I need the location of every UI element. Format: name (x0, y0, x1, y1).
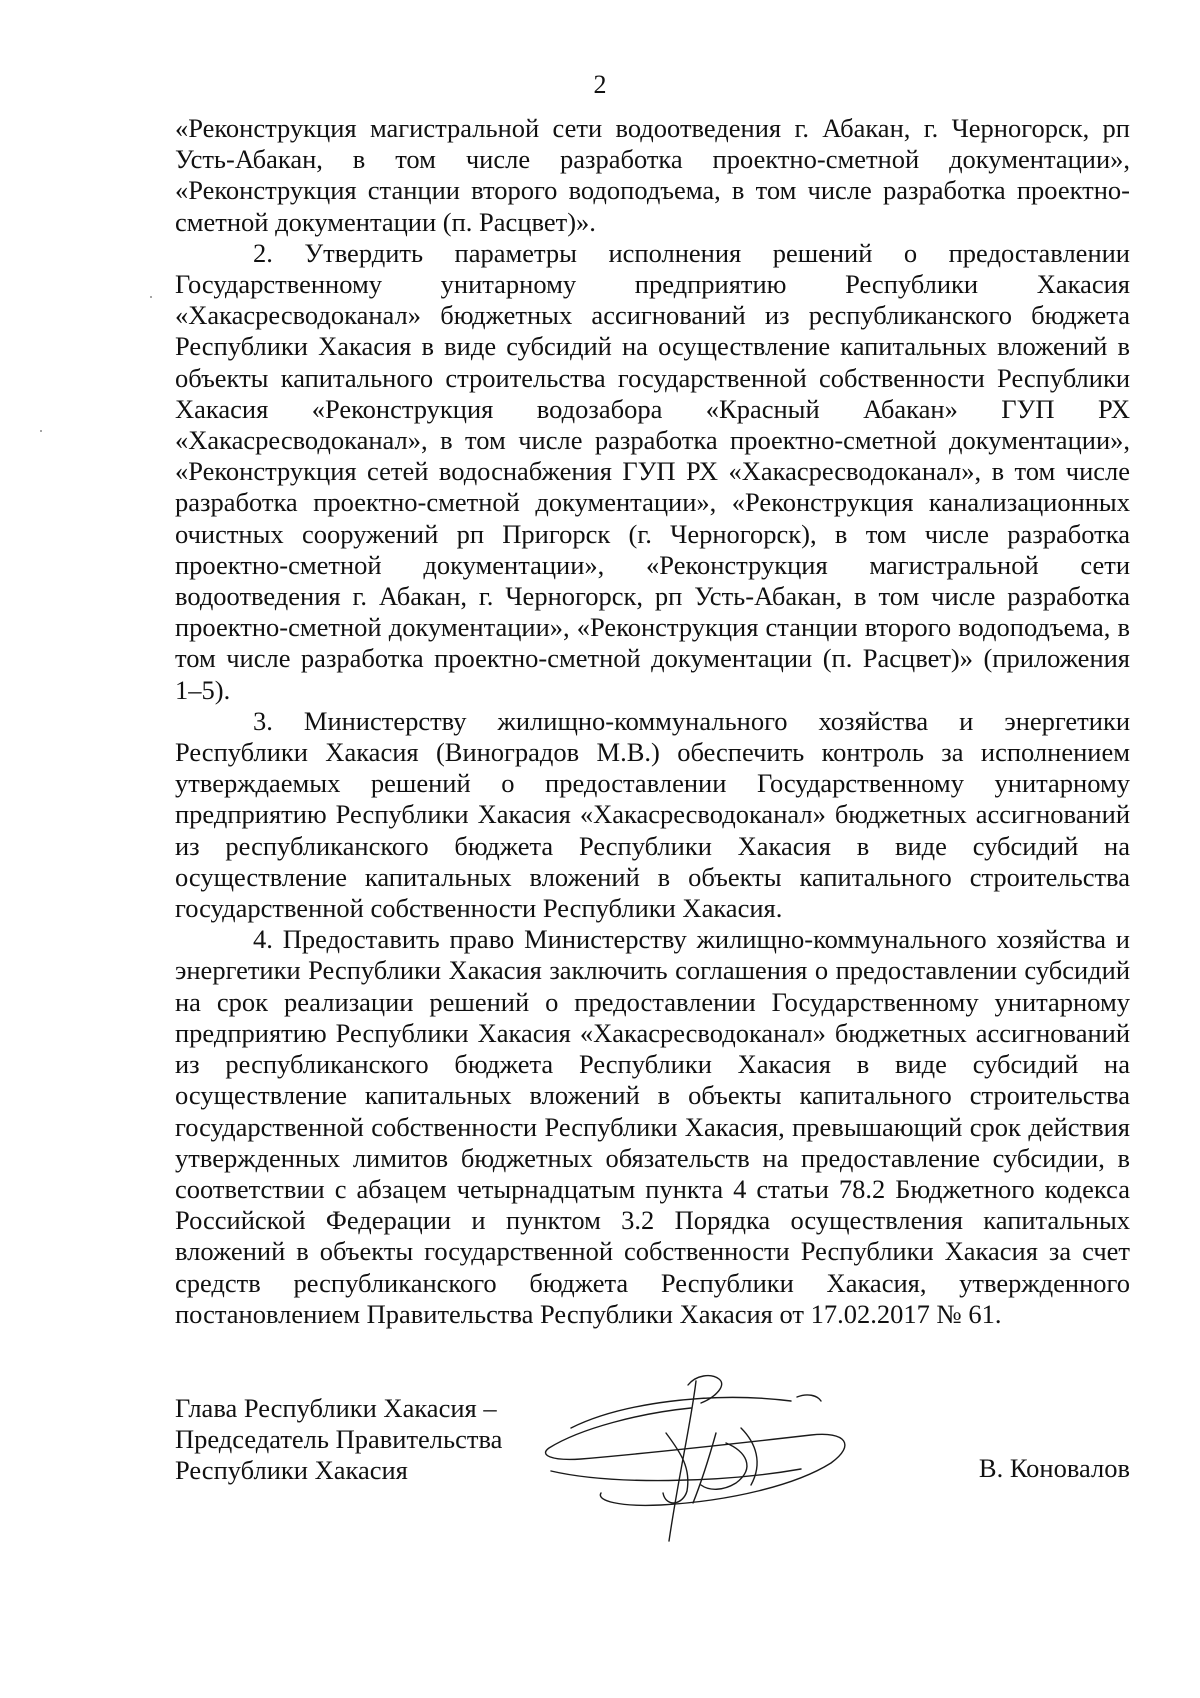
document-body (175, 113, 1130, 1330)
page-number: 2 (593, 70, 607, 99)
signatory-title-line-3: Республики Хакасия (175, 1455, 408, 1486)
scan-speck (150, 296, 152, 298)
signatory-name: В. Коновалов (978, 1453, 1130, 1483)
handwritten-signature (541, 1373, 881, 1548)
paragraph-item-4: 4. Предоставить право Министерству жилищно-коммунального хозяйства и энергетики Республики Хакасия заключить соглашения о предоставлении субсидий на срок реализации решений о предоставлении Государственному унитарному предприятию Республики Хакасия «Хакасресводоканал» бюджетных ассигнований из республиканского бюджета Республики Хакасия в виде субсидий на осуществление капитальных вложений в объекты капитального строительства государственной собственности Республики Хакасия, превышающий срок действия утвержденных лимитов бюджетных обязательств на предоставление субсидии, в соответствии с абзацем четырнадцатым пункта 4 статьи 78.2 Бюджетного кодекса Российской Федерации и пунктом 3.2 Порядка осуществления капитальных вложений в объекты государственной собственности Республики Хакасия за счет средств республиканского бюджета Республики Хакасия, утвержденного постановлением Правительства Республики Хакасия от 17.02.2017 № 61. (175, 924, 1130, 1329)
paragraph-item-3: 3. Министерству жилищно-коммунального хозяйства и энергетики Республики Хакасия (Виноградов М.В.) обеспечить контроль за исполнением утверждаемых решений о предоставлении Государственному унитарному предприятию Республики Хакасия «Хакасресводоканал» бюджетных ассигнований из республиканского бюджета Республики Хакасия в виде субсидий на осуществление капитальных вложений в объекты капитального строительства государственной собственности Республики Хакасия. (175, 705, 1130, 924)
signature-block (175, 1393, 1130, 1593)
paragraph-item-2: 2. Утвердить параметры исполнения решений о предоставлении Государственному унитарному предприятию Республики Хакасия «Хакасресводоканал» бюджетных ассигнований из республиканского бюджета Республики Хакасия в виде субсидий на осуществление капитальных вложений в объекты капитального строительства государственной собственности Республики Хакасия «Реконструкция водозабора «Красный Абакан» ГУП РХ «Хакасресводоканал», в том числе разработка проектно-сметной документации», «Реконструкция сетей водоснабжения ГУП РХ «Хакасресводоканал», в том числе разработка проектно-сметной документации», «Реконструкция канализационных очистных сооружений рп Пригорск (г. Черногорск), в том числе разработка проектно-сметной документации», «Реконструкция магистральной сети водоотведения г. Абакан, г. Черногорск, рп Усть-Абакан, в том числе разработка проектно-сметной документации», «Реконструкция станции второго водоподъема, в том числе разработка проектно-сметной документации (п. Расцвет)» (приложения 1–5). (175, 237, 1130, 705)
scan-speck (40, 430, 42, 432)
signatory-title-line-1: Глава Республики Хакасия – (175, 1393, 497, 1423)
signatory-title-line-2: Председатель Правительства (175, 1424, 503, 1455)
paragraph-continuation: «Реконструкция магистральной сети водоотведения г. Абакан, г. Черногорск, рп Усть-Абакан, в том числе разработка проектно-сметной документации», «Реконструкция станции второго водоподъема, в том числе разработка проектно-сметной документации (п. Расцвет)». (175, 113, 1130, 237)
signatory-title (175, 1393, 535, 1487)
